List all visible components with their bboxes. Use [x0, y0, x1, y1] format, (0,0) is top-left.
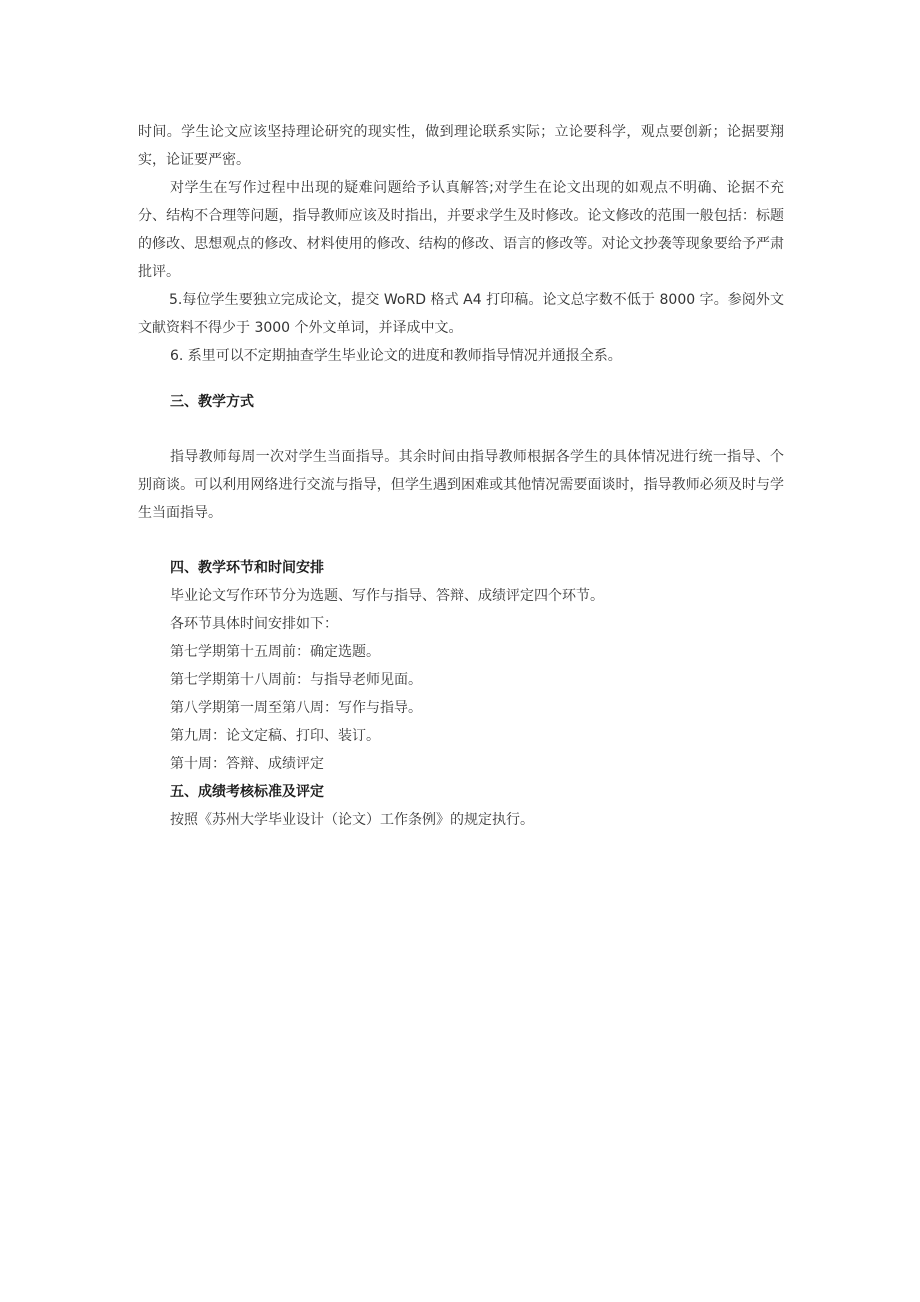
guidance-paragraph: 对学生在写作过程中出现的疑难问题给予认真解答;对学生在论文出现的如观点不明确、论据不充分、结构不合理等问题，指导教师应该及时指出，并要求学生及时修改。论文修改的范围一般包括：标题的修改、思想观点的修改、材料使用的修改、结构的修改、语言的修改等。对论文抄袭等现象要给予严肃批评。 [138, 180, 784, 280]
spacer [138, 370, 784, 388]
section-5-heading: 五、成绩考核标准及评定 [170, 784, 324, 800]
spacer [138, 416, 784, 443]
schedule-line: 毕业论文写作环节分为选题、写作与指导、答辩、成绩评定四个环节。 [170, 588, 604, 604]
schedule-line: 第九周：论文定稿、打印、装订。 [170, 728, 380, 744]
schedule-line: 第八学期第一周至第八周：写作与指导。 [170, 700, 422, 716]
spacer [138, 527, 784, 554]
schedule-line: 第七学期第十五周前：确定选题。 [170, 644, 380, 660]
requirement-item-5: 5.每位学生要独立完成论文，提交 WoRD 格式 A4 打印稿。论文总字数不低于 8000 字。参阅外文文献资料不得少于 3000 个外文单词，并译成中文。 [138, 292, 784, 336]
section-4-heading: 四、教学环节和时间安排 [170, 560, 324, 576]
section-5-body: 按照《苏州大学毕业设计（论文）工作条例》的规定执行。 [170, 812, 534, 828]
section-3-heading: 三、教学方式 [170, 394, 254, 410]
schedule-line: 各环节具体时间安排如下： [170, 616, 338, 632]
schedule-line: 第十周：答辩、成绩评定 [170, 756, 324, 772]
intro-paragraph: 时间。学生论文应该坚持理论研究的现实性，做到理论联系实际；立论要科学，观点要创新；论据要翔实，论证要严密。 [138, 124, 784, 168]
document-body [138, 118, 784, 834]
requirement-item-6: 6. 系里可以不定期抽查学生毕业论文的进度和教师指导情况并通报全系。 [170, 348, 622, 364]
section-3-body: 指导教师每周一次对学生当面指导。其余时间由指导教师根据各学生的具体情况进行统一指导、个别商谈。可以利用网络进行交流与指导，但学生遇到困难或其他情况需要面谈时，指导教师必须及时与学生当面指导。 [138, 449, 784, 521]
schedule-line: 第七学期第十八周前：与指导老师见面。 [170, 672, 422, 688]
